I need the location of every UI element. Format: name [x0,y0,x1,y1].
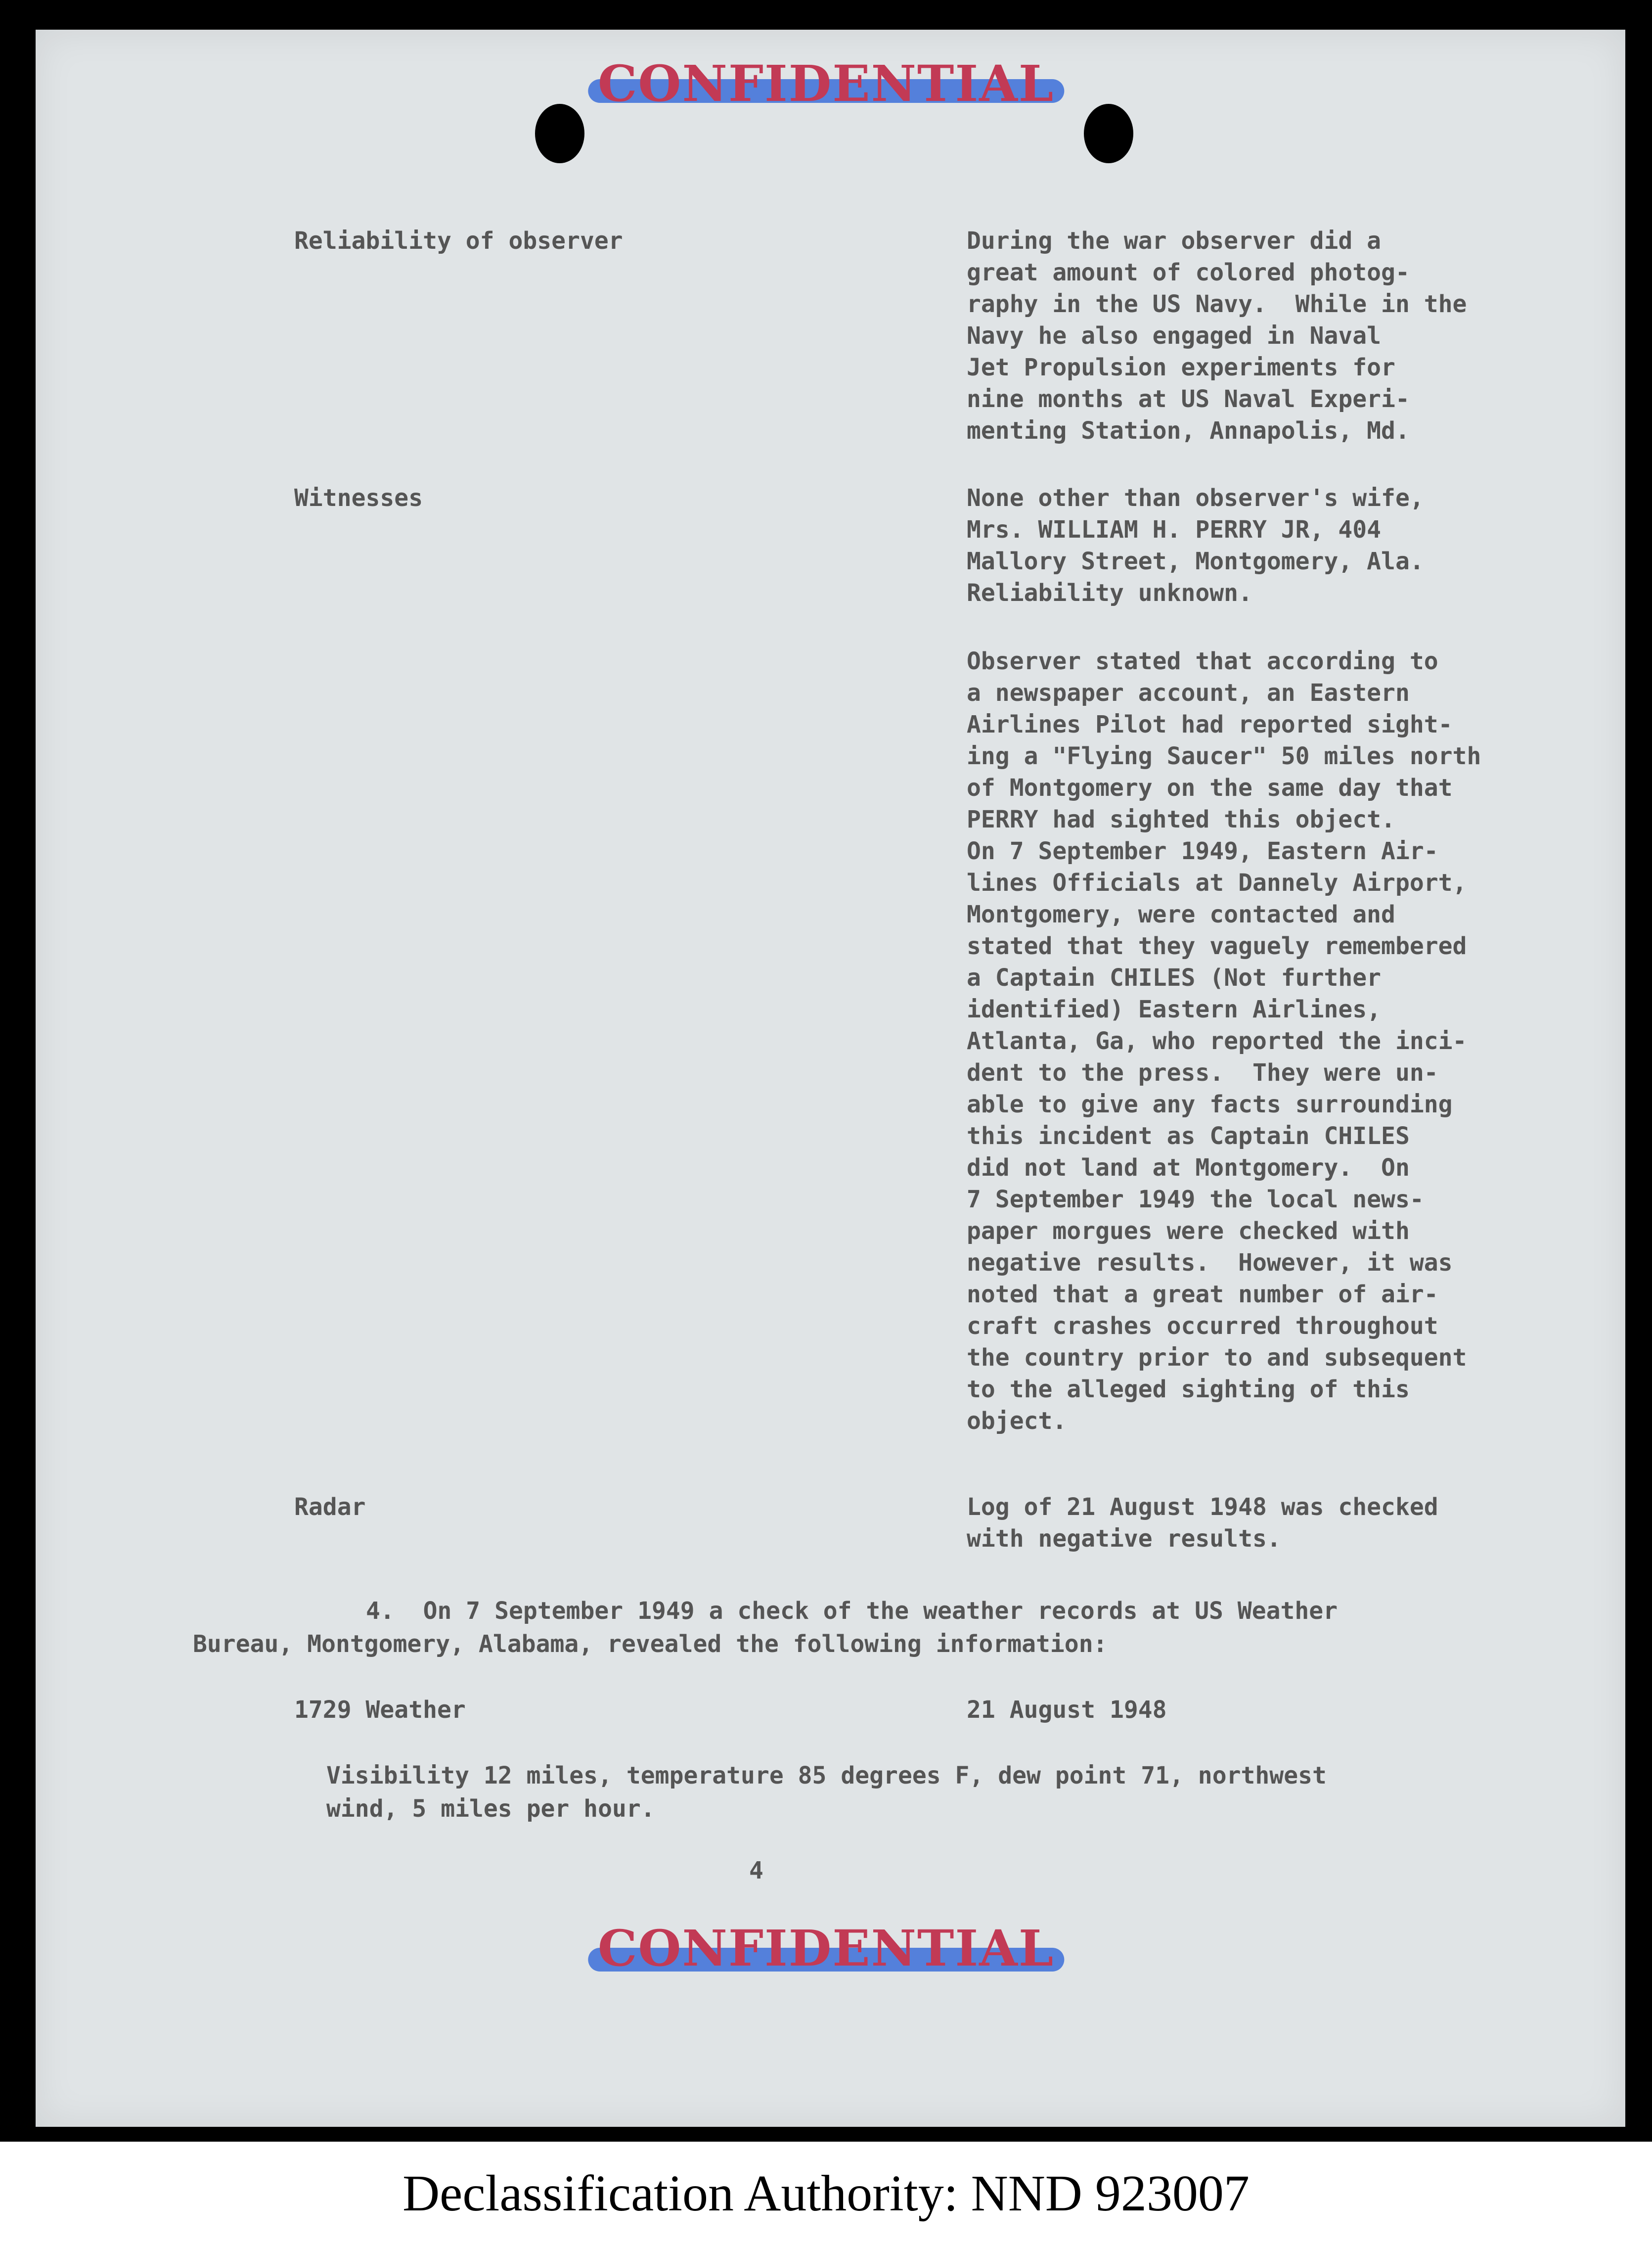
text-line: object. [967,1407,1067,1435]
text-line: None other than observer's wife, [967,484,1424,512]
text-line: Airlines Pilot had reported sight- [967,711,1453,738]
text-line: Reliability unknown. [967,579,1252,607]
paragraph-4-line-1: 4. On 7 September 1949 a check of the weather records at US Weather [366,1597,1338,1625]
text-line: Mrs. WILLIAM H. PERRY JR, 404 [967,516,1382,544]
text-line: Atlanta, Ga, who reported the inci- [967,1027,1467,1055]
confidential-stamp-top [598,54,1054,113]
text-line: dent to the press. They were un- [967,1059,1438,1087]
observer-statement-text [967,645,1481,1437]
punch-hole-right [1084,104,1133,163]
text-line: of Montgomery on the same day that [967,774,1453,802]
text-line: raphy in the US Navy. While in the [967,290,1467,318]
weather-line-1: Visibility 12 miles, temperature 85 degrees F, dew point 71, northwest [326,1762,1327,1789]
text-line: to the alleged sighting of this [967,1376,1410,1403]
text-line: noted that a great number of air- [967,1281,1438,1308]
text-line: with negative results. [967,1525,1281,1553]
text-line: great amount of colored photog- [967,259,1410,286]
text-line: 7 September 1949 the local news- [967,1186,1424,1213]
text-line: the country prior to and subsequent [967,1344,1467,1372]
text-line: this incident as Captain CHILES [967,1122,1410,1150]
text-line: identified) Eastern Airlines, [967,996,1382,1023]
text-line: stated that they vaguely remembered [967,932,1467,960]
text-line: paper morgues were checked with [967,1217,1410,1245]
text-line: negative results. However, it was [967,1249,1453,1277]
text-line: On 7 September 1949, Eastern Air- [967,837,1438,865]
text-line: Jet Propulsion experiments for [967,354,1395,381]
text-line: lines Officials at Dannely Airport, [967,869,1467,897]
label-reliability: Reliability of observer [294,227,623,255]
stamp-text: CONFIDENTIAL [597,1919,1055,1977]
label-radar: Radar [294,1493,366,1521]
radar-text [967,1491,1438,1555]
text-line: ing a "Flying Saucer" 50 miles north [967,742,1481,770]
text-line: Mallory Street, Montgomery, Ala. [967,548,1424,575]
text-line: menting Station, Annapolis, Md. [967,417,1410,445]
text-line: a newspaper account, an Eastern [967,679,1410,707]
paragraph-4-line-2: Bureau, Montgomery, Alabama, revealed the following information: [193,1630,1108,1658]
text-line: Montgomery, were contacted and [967,901,1395,928]
text-line: Observer stated that according to [967,647,1438,675]
text-line: able to give any facts surrounding [967,1091,1453,1118]
text-line: Navy he also engaged in Naval [967,322,1382,350]
reliability-text [967,225,1467,447]
stamp-text: CONFIDENTIAL [597,54,1055,113]
page-number: 4 [749,1857,763,1884]
label-weather: 1729 Weather [294,1696,466,1724]
text-line: PERRY had sighted this object. [967,806,1395,833]
witnesses-text [967,482,1424,609]
text-line: During the war observer did a [967,227,1382,255]
text-line: Log of 21 August 1948 was checked [967,1493,1438,1521]
weather-date: 21 August 1948 [967,1696,1167,1724]
label-witnesses: Witnesses [294,484,423,512]
weather-line-2: wind, 5 miles per hour. [326,1795,655,1823]
text-line: craft crashes occurred throughout [967,1312,1438,1340]
text-line: a Captain CHILES (Not further [967,964,1382,992]
text-line: nine months at US Naval Experi- [967,385,1410,413]
declassification-caption: Declassification Authority: NND 923007 [402,2165,1250,2222]
text-line: did not land at Montgomery. On [967,1154,1410,1182]
confidential-stamp-bottom [598,1919,1054,1977]
punch-hole-left [535,104,584,163]
